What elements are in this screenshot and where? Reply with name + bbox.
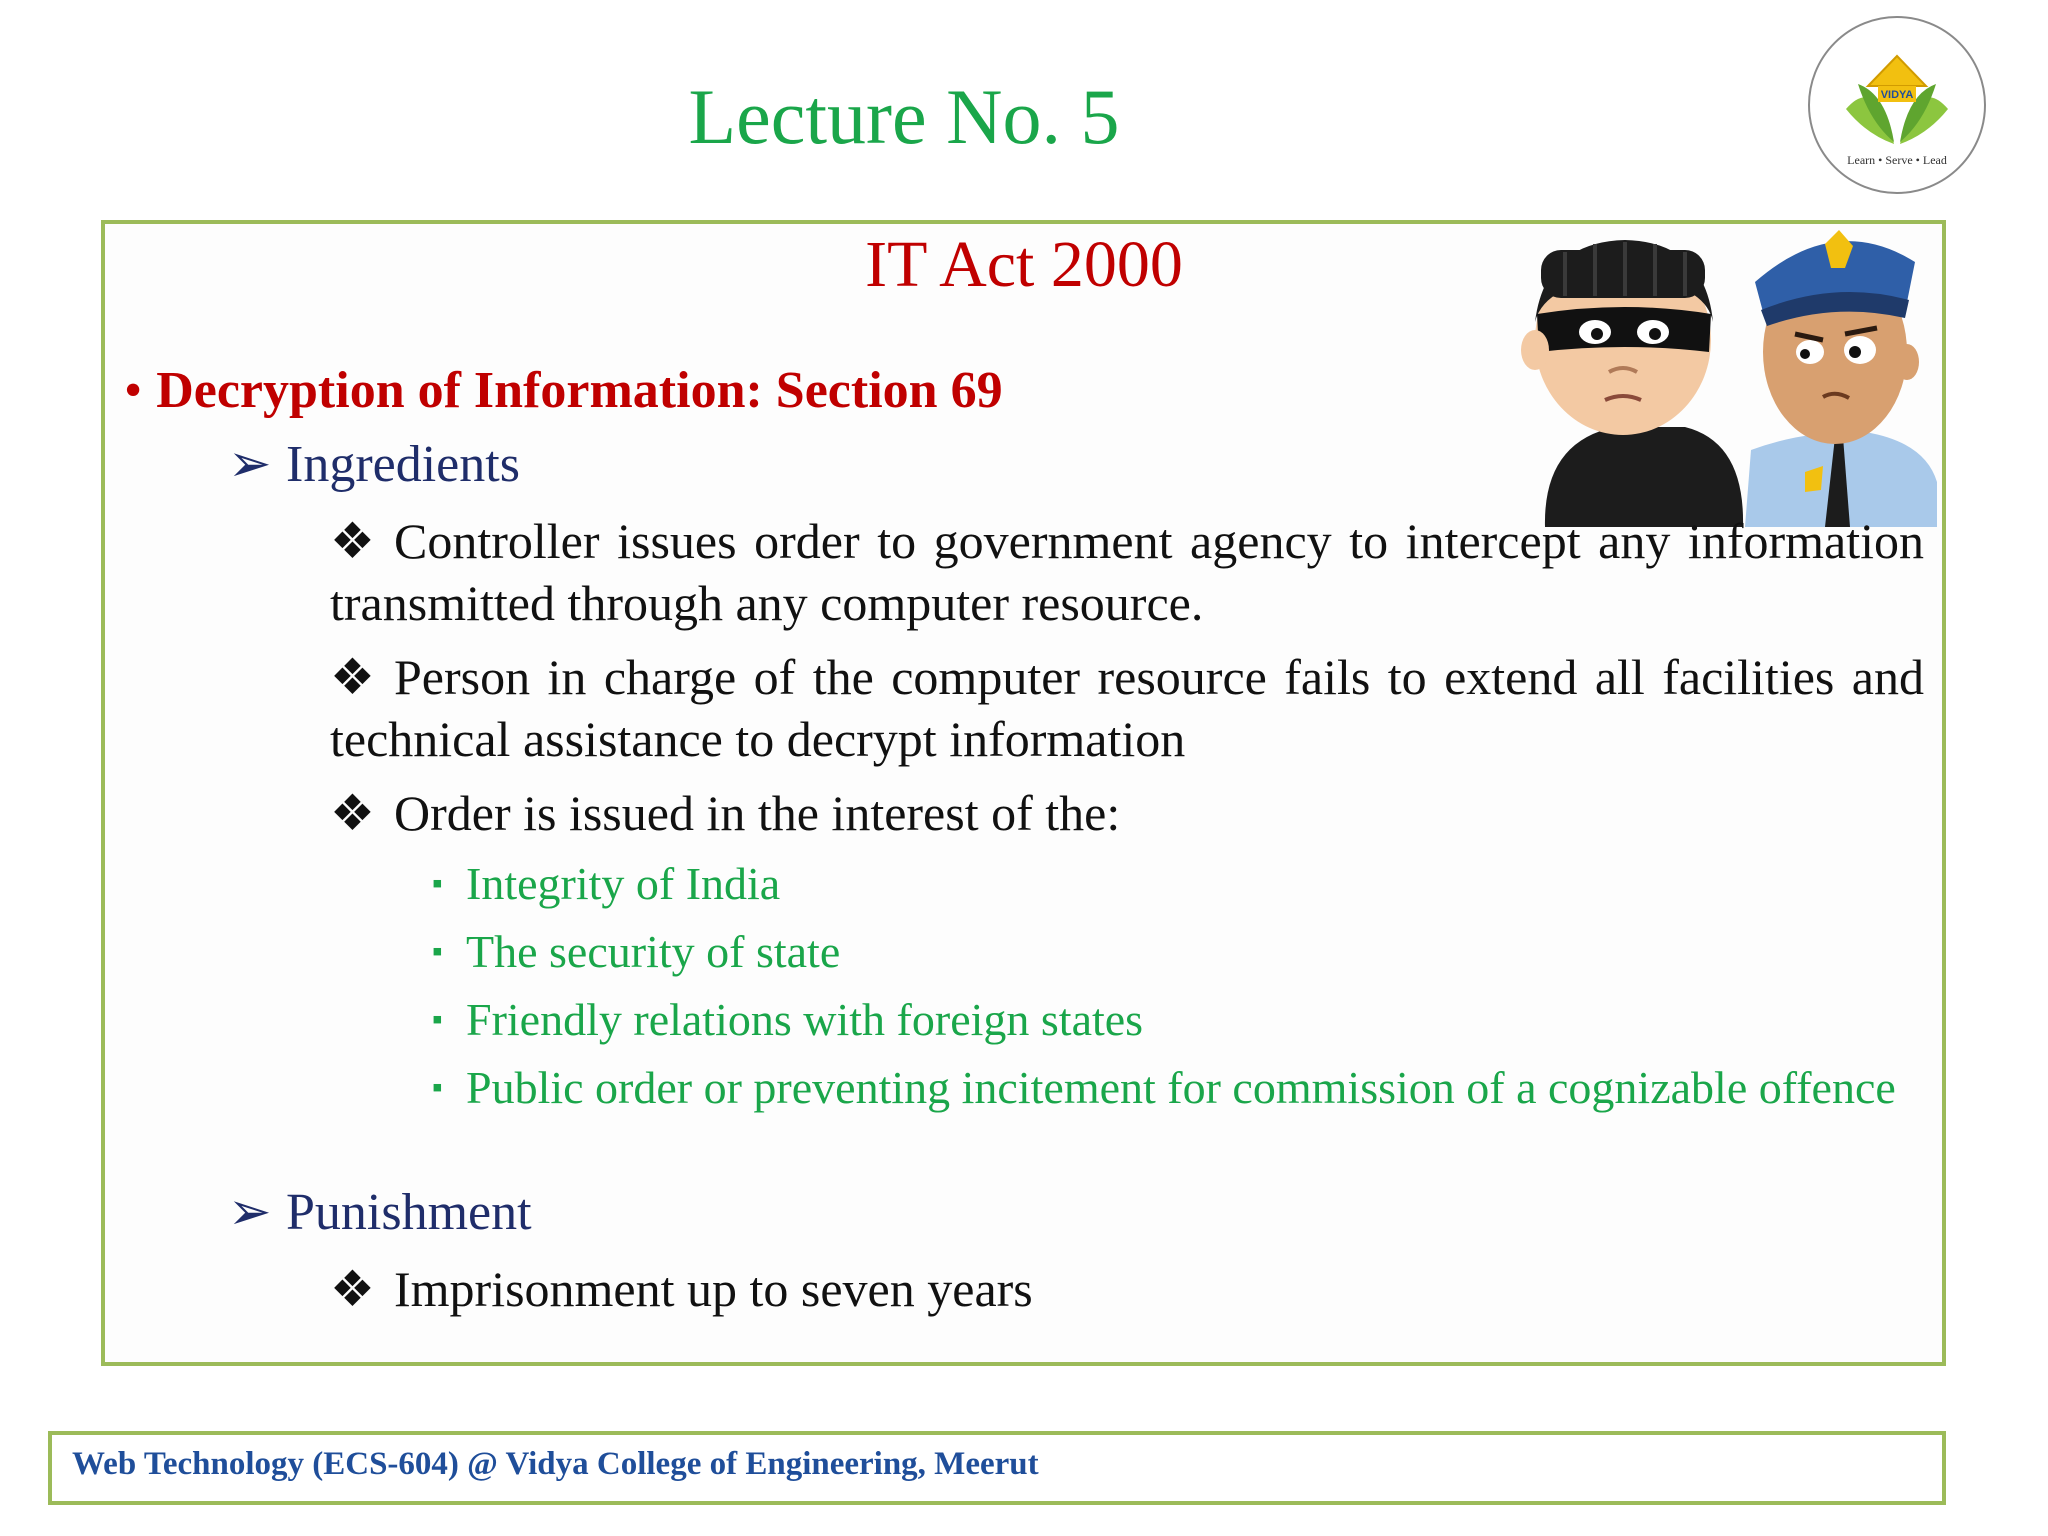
lecture-title: Lecture No. 5 <box>688 73 1120 160</box>
interest-item-text: Public order or preventing incitement for commission of a cognizable offence <box>466 1062 1896 1113</box>
logo-tagline: Learn • Serve • Lead <box>1847 153 1947 167</box>
interest-item-text: Integrity of India <box>466 858 781 909</box>
section-heading-label: Decryption of Information: Section 69 <box>156 362 1003 419</box>
slide-title: IT Act 2000 <box>865 228 1183 301</box>
interest-item <box>432 856 1924 912</box>
thief-and-police-illustration <box>1505 222 1937 527</box>
ingredients-heading <box>228 436 520 493</box>
interest-item-text: The security of state <box>466 926 841 977</box>
square-bullet-icon: ▪ <box>432 935 443 968</box>
logo-brand: VIDYA <box>1880 89 1914 101</box>
arrow-bullet-icon: ➢ <box>228 436 272 493</box>
ingredient-point <box>330 782 1924 844</box>
punishment-point <box>330 1258 1924 1320</box>
footer-text: Web Technology (ECS-604) @ Vidya College of Engineering, Meerut <box>72 1446 1039 1482</box>
interest-item-text: Friendly relations with foreign states <box>466 994 1144 1045</box>
interest-item <box>432 924 1924 980</box>
college-logo <box>1806 14 1988 196</box>
square-bullet-icon: ▪ <box>432 867 443 900</box>
section-heading <box>124 362 1003 419</box>
punishment-heading <box>228 1184 532 1241</box>
punishment-label: Punishment <box>286 1184 532 1241</box>
diamond-bullet-icon: ❖ <box>330 1261 375 1317</box>
ingredient-point-text: Order is issued in the interest of the: <box>394 785 1121 841</box>
punishment-point-text: Imprisonment up to seven years <box>394 1261 1033 1317</box>
ingredient-point-text: Person in charge of the computer resource fails to extend all facilities and technical assistance to decrypt information <box>330 649 1924 767</box>
ingredient-point <box>330 646 1924 770</box>
bullet-icon: • <box>124 362 143 419</box>
interest-item <box>432 992 1924 1048</box>
ingredients-label: Ingredients <box>286 436 520 493</box>
diamond-bullet-icon: ❖ <box>330 513 375 569</box>
square-bullet-icon: ▪ <box>432 1003 443 1036</box>
square-bullet-icon: ▪ <box>432 1071 443 1104</box>
interest-item <box>432 1060 1924 1116</box>
diamond-bullet-icon: ❖ <box>330 649 375 705</box>
ingredient-point <box>330 510 1924 634</box>
ingredient-point-text: Controller issues order to government agency to intercept any information transmitted through any computer resource. <box>330 513 1924 631</box>
diamond-bullet-icon: ❖ <box>330 785 375 841</box>
arrow-bullet-icon: ➢ <box>228 1184 272 1241</box>
